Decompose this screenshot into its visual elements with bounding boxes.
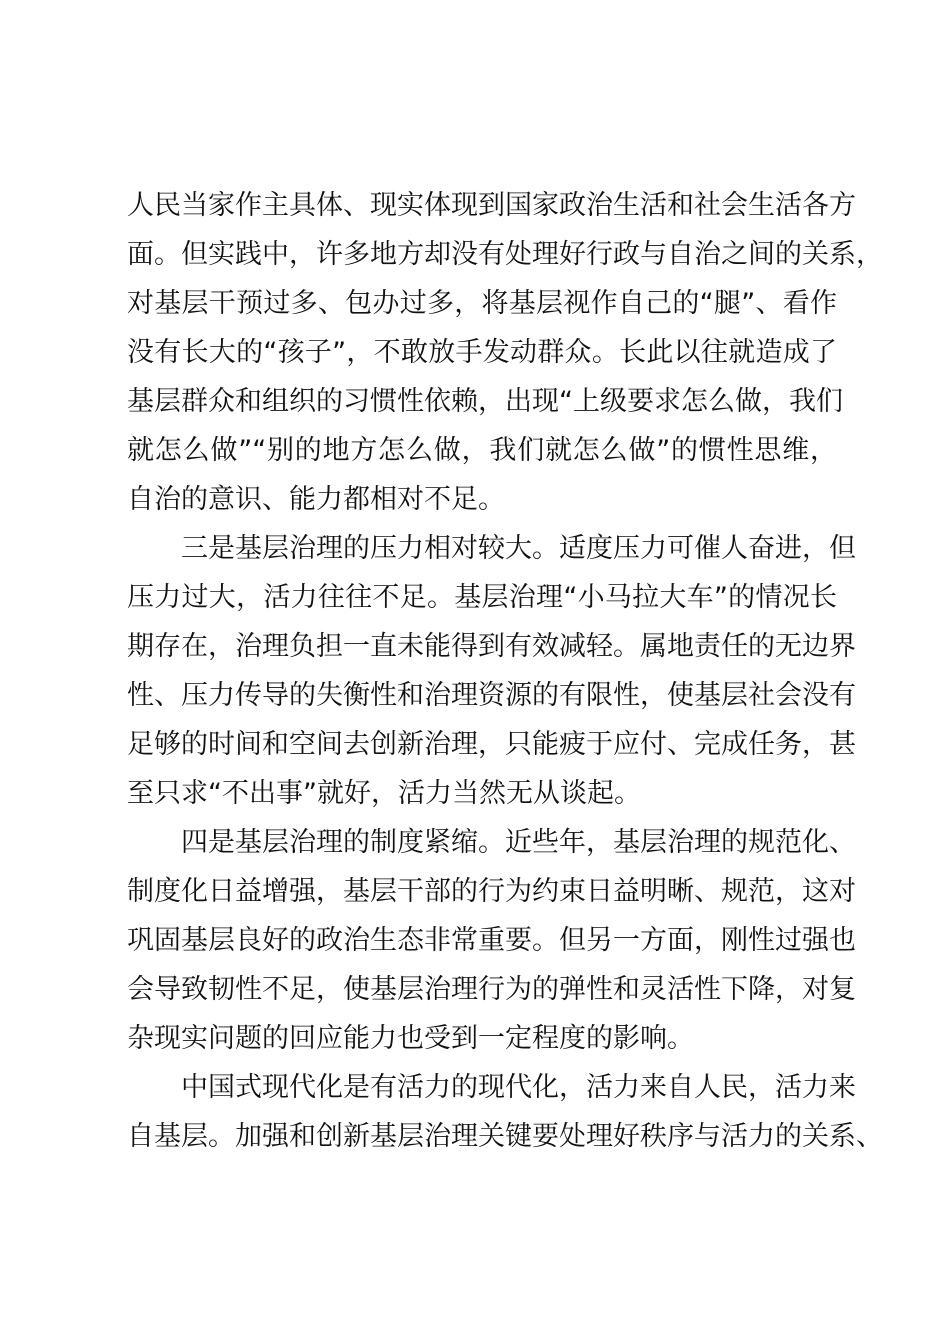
text-line: 面。但实践中，许多地方却没有处理好行政与自治之间的关系， (127, 239, 883, 270)
text-line: 性、压力传导的失衡性和治理资源的有限性，使基层社会没有 (127, 680, 856, 711)
text-line: 巩固基层良好的政治生态非常重要。但另一方面，刚性过强也 (127, 925, 856, 956)
text-line: 四是基层治理的制度紧缩。近些年，基层治理的规范化、 (181, 827, 856, 858)
text-line: 人民当家作主具体、现实体现到国家政治生活和社会生活各方 (127, 190, 856, 221)
text-line: 就怎么做”“别的地方怎么做，我们就怎么做”的惯性思维， (127, 435, 837, 466)
paragraph (127, 818, 856, 1063)
text-line: 没有长大的“孩子”，不敢放手发动群众。长此以往就造成了 (127, 337, 837, 368)
text-line: 制度化日益增强，基层干部的行为约束日益明晰、规范，这对 (127, 876, 856, 907)
body-text (127, 181, 883, 1161)
text-line: 中国式现代化是有活力的现代化，活力来自人民，活力来 (181, 1072, 856, 1103)
text-line: 杂现实问题的回应能力也受到一定程度的影响。 (127, 1023, 694, 1054)
text-line: 期存在，治理负担一直未能得到有效减轻。属地责任的无边界 (127, 631, 856, 662)
text-line: 基层群众和组织的习惯性依赖，出现“上级要求怎么做，我们 (127, 386, 843, 417)
text-line: 对基层干预过多、包办过多，将基层视作自己的“腿”、看作 (127, 288, 837, 319)
text-line: 足够的时间和空间去创新治理，只能疲于应付、完成任务，甚 (127, 729, 856, 760)
paragraph (127, 524, 856, 818)
text-line: 自治的意识、能力都相对不足。 (127, 484, 505, 515)
text-line: 会导致韧性不足，使基层治理行为的弹性和灵活性下降，对复 (127, 974, 856, 1005)
text-line: 自基层。加强和创新基层治理关键要处理好秩序与活力的关系、 (127, 1121, 883, 1152)
text-line: 三是基层治理的压力相对较大。适度压力可催人奋进，但 (181, 533, 856, 564)
paragraph (127, 181, 883, 524)
paragraph (127, 1063, 883, 1161)
text-line: 至只求“不出事”就好，活力当然无从谈起。 (127, 778, 641, 809)
text-line: 压力过大，活力往往不足。基层治理“小马拉大车”的情况长 (127, 582, 837, 613)
